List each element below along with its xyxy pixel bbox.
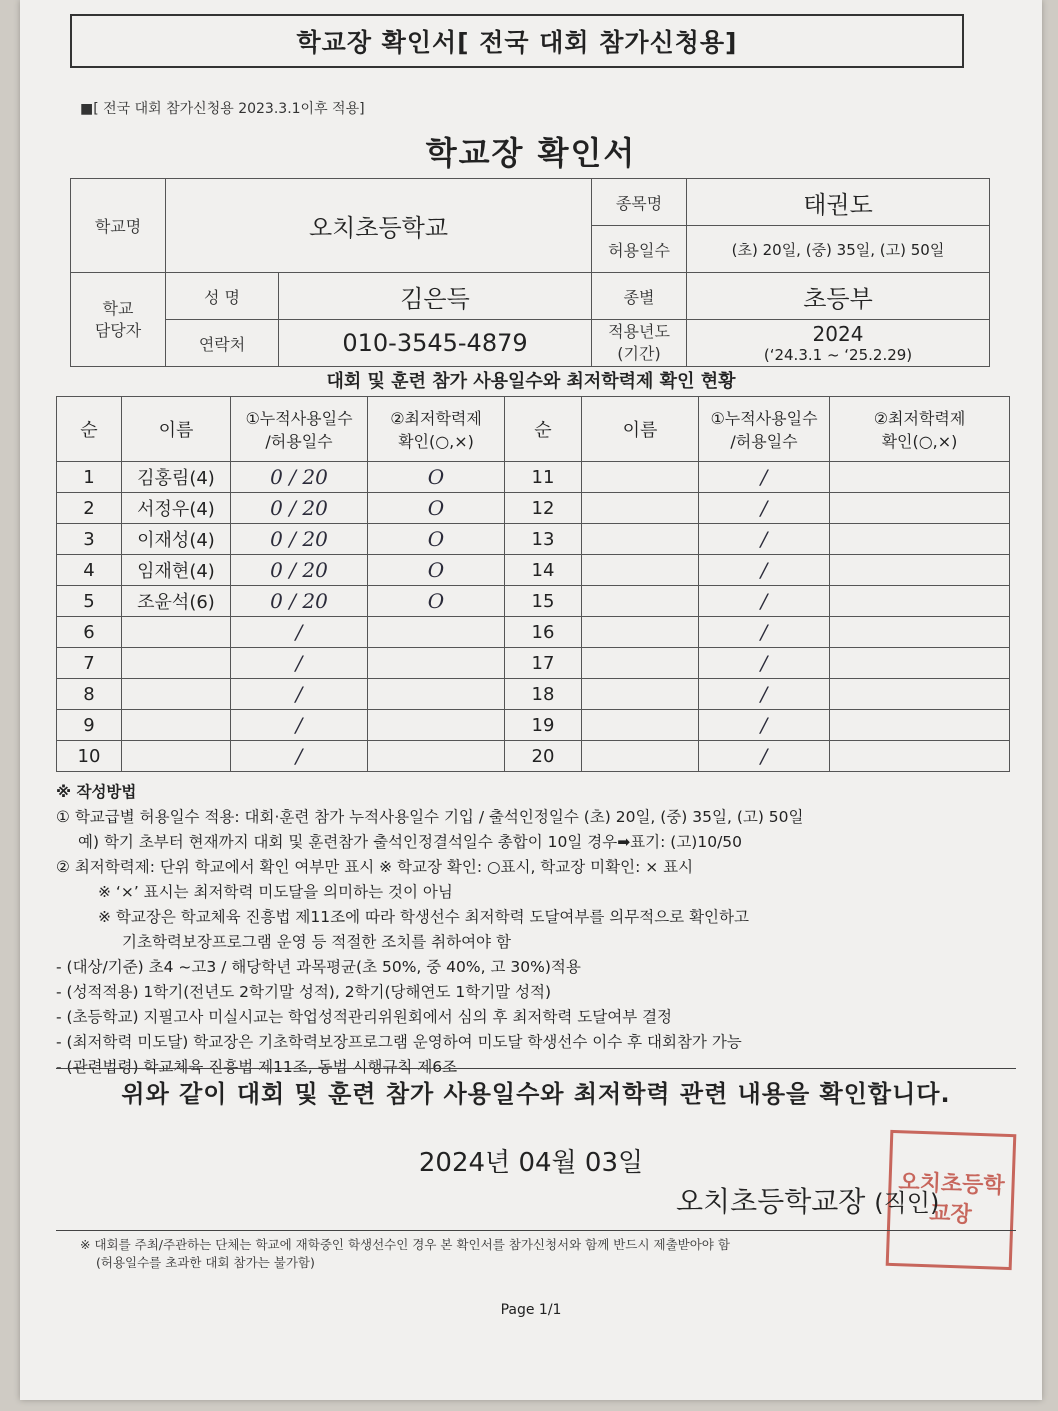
- divider: [56, 1068, 1016, 1069]
- table-row: [57, 524, 1010, 555]
- table-row: [57, 555, 1010, 586]
- page-number: Page 1/1: [500, 1302, 562, 1318]
- instruction-line: - (성적적용) 1학기(전년도 2학기말 성적), 2학기(당해연도 1학기말 성적): [56, 983, 552, 1001]
- row-check: O: [368, 555, 505, 586]
- document-page: [20, 0, 1042, 1400]
- footnote-line-1: ※ 대회를 주최/주관하는 단체는 학교에 재학중인 학생선수인 경우 본 확인서를 참가신청서와 함께 반드시 제출받아야 함: [80, 1237, 730, 1252]
- row-no: 4: [57, 555, 122, 586]
- row-no: 20: [505, 741, 582, 772]
- table-row: [57, 710, 1010, 741]
- row-days: /: [699, 617, 830, 648]
- row-days: /: [699, 741, 830, 772]
- row-check: O: [368, 524, 505, 555]
- row-name: [582, 555, 699, 586]
- row-name: [582, 741, 699, 772]
- row-check: [368, 648, 505, 679]
- allowed-days-value: (초) 20일, (중) 35일, (고) 50일: [687, 226, 990, 273]
- row-days: /: [231, 648, 368, 679]
- instruction-line: - (초등학교) 지필고사 미실시교는 학업성적관리위원회에서 심의 후 최저학력 도달여부 결정: [56, 1008, 673, 1026]
- category-value: 초등부: [687, 273, 990, 320]
- col-no-2: 순: [505, 397, 582, 462]
- col-check: ②최저학력제 확인(○,×): [368, 397, 505, 462]
- row-name: [582, 586, 699, 617]
- row-check: [830, 524, 1010, 555]
- row-name: [582, 679, 699, 710]
- row-days: /: [699, 710, 830, 741]
- footnote-line-2: (허용일수를 초과한 대회 참가는 불가함): [96, 1255, 315, 1270]
- header-title-box: 학교장 확인서[ 전국 대회 참가신청용]: [70, 14, 964, 68]
- row-days: /: [231, 617, 368, 648]
- school-name: 오치초등학교: [166, 179, 592, 273]
- row-no: 13: [505, 524, 582, 555]
- row-name: 서정우(4): [122, 493, 231, 524]
- row-name: 조윤석(6): [122, 586, 231, 617]
- row-no: 9: [57, 710, 122, 741]
- table-row: [57, 586, 1010, 617]
- sport-label: 종목명: [592, 179, 687, 226]
- row-check: [368, 741, 505, 772]
- seal-note: (직인): [874, 1189, 940, 1217]
- row-no: 8: [57, 679, 122, 710]
- row-days: 0 / 20: [231, 462, 368, 493]
- contact-label: 연락처: [166, 320, 279, 367]
- row-days: /: [699, 555, 830, 586]
- row-check: [830, 586, 1010, 617]
- category-label: 종별: [592, 273, 687, 320]
- row-days: /: [699, 462, 830, 493]
- instruction-line: ① 학교급별 허용일수 적용: 대회·훈련 참가 누적사용일수 기입 / 출석인정일수 (초) 20일, (중) 35일, (고) 50일: [56, 808, 804, 826]
- issue-date: 2024년 04월 03일: [418, 1148, 644, 1178]
- instruction-line: 예) 학기 초부터 현재까지 대회 및 훈련참가 출석인정결석일수 총합이 10일 경우➡표기: (고)10/50: [78, 833, 743, 851]
- row-check: O: [368, 493, 505, 524]
- row-check: [368, 679, 505, 710]
- instruction-line: 기초학력보장프로그램 운영 등 적절한 조치를 취하여야 함: [122, 933, 511, 951]
- row-name: [582, 493, 699, 524]
- manager-name-label: 성 명: [166, 273, 279, 320]
- row-name: 이재성(4): [122, 524, 231, 555]
- row-name: [582, 617, 699, 648]
- row-days: /: [231, 710, 368, 741]
- row-no: 3: [57, 524, 122, 555]
- row-name: [582, 524, 699, 555]
- row-no: 12: [505, 493, 582, 524]
- row-check: O: [368, 586, 505, 617]
- col-days-2: ①누적사용일수 /허용일수: [699, 397, 830, 462]
- instruction-line: ② 최저학력제: 단위 학교에서 확인 여부만 표시 ※ 학교장 확인: ○표시, 학교장 미확인: × 표시: [56, 858, 694, 876]
- table-row: [57, 679, 1010, 710]
- row-days: 0 / 20: [231, 586, 368, 617]
- year-cell: [687, 320, 990, 367]
- instruction-line: ※ 작성방법: [56, 783, 137, 801]
- row-check: [830, 648, 1010, 679]
- col-check-2: ②최저학력제 확인(○,×): [830, 397, 1010, 462]
- col-days: ①누적사용일수 /허용일수: [231, 397, 368, 462]
- row-no: 6: [57, 617, 122, 648]
- footnote: [80, 1236, 1020, 1272]
- row-name: [582, 710, 699, 741]
- manager-label: 학교 담당자: [71, 273, 166, 367]
- usage-table: [56, 396, 1010, 772]
- sub-note: ■[ 전국 대회 참가신청용 2023.3.1이후 적용]: [80, 101, 365, 117]
- instruction-line: - (관련법령) 학교체육 진흥법 제11조, 동법 시행규칙 제6조: [56, 1058, 458, 1076]
- row-name: 김홍림(4): [122, 462, 231, 493]
- row-days: /: [231, 741, 368, 772]
- row-no: 7: [57, 648, 122, 679]
- seal-text: 오치초등학교장: [897, 1170, 1006, 1228]
- row-check: [368, 710, 505, 741]
- instruction-line: - (최저학력 미도달) 학교장은 기초학력보장프로그램 운영하여 미도달 학생선수 이수 후 대회참가 가능: [56, 1033, 742, 1051]
- year-period: (‘24.3.1 ~ ‘25.2.29): [763, 346, 913, 364]
- instruction-line: - (대상/기준) 초4 ~고3 / 해당학년 과목평균(초 50%, 중 40%, 고 30%)적용: [56, 958, 581, 976]
- row-no: 19: [505, 710, 582, 741]
- row-check: [830, 710, 1010, 741]
- principal-name: 오치초등학교장: [676, 1185, 866, 1218]
- row-no: 15: [505, 586, 582, 617]
- instruction-line: ※ ‘×’ 표시는 최저학력 미도달을 의미하는 것이 아님: [98, 883, 453, 901]
- col-no: 순: [57, 397, 122, 462]
- row-no: 1: [57, 462, 122, 493]
- school-label: 학교명: [71, 179, 166, 273]
- instructions: [56, 780, 1016, 1080]
- row-name: 임재현(4): [122, 555, 231, 586]
- row-name: [582, 462, 699, 493]
- row-days: 0 / 20: [231, 493, 368, 524]
- row-name: [122, 710, 231, 741]
- table-row: [57, 493, 1010, 524]
- row-days: 0 / 20: [231, 524, 368, 555]
- row-check: [830, 679, 1010, 710]
- row-days: /: [699, 493, 830, 524]
- row-check: O: [368, 462, 505, 493]
- contact-value: 010-3545-4879: [279, 320, 592, 367]
- row-name: [122, 648, 231, 679]
- row-no: 10: [57, 741, 122, 772]
- row-days: 0 / 20: [231, 555, 368, 586]
- allowed-days-label: 허용일수: [592, 226, 687, 273]
- section-title: 대회 및 훈련 참가 사용일수와 최저학력제 확인 현황: [326, 371, 736, 392]
- divider: [56, 1230, 1016, 1231]
- info-table: [70, 178, 990, 367]
- row-check: [830, 555, 1010, 586]
- year-value: 2024: [812, 322, 864, 346]
- row-no: 17: [505, 648, 582, 679]
- row-name: [122, 741, 231, 772]
- year-label: 적용년도 (기간): [592, 320, 687, 367]
- row-days: /: [699, 524, 830, 555]
- row-name: [582, 648, 699, 679]
- row-days: /: [231, 679, 368, 710]
- col-name-2: 이름: [582, 397, 699, 462]
- sport-value: 태권도: [687, 179, 990, 226]
- row-no: 14: [505, 555, 582, 586]
- row-days: /: [699, 586, 830, 617]
- manager-name: 김은득: [279, 273, 592, 320]
- row-check: [368, 617, 505, 648]
- principal-signature-line: [676, 1180, 939, 1220]
- row-check: [830, 741, 1010, 772]
- table-row: [57, 741, 1010, 772]
- row-no: 2: [57, 493, 122, 524]
- row-no: 18: [505, 679, 582, 710]
- row-days: /: [699, 679, 830, 710]
- row-name: [122, 679, 231, 710]
- row-check: [830, 617, 1010, 648]
- row-no: 5: [57, 586, 122, 617]
- table-row: [57, 462, 1010, 493]
- table-row: [57, 648, 1010, 679]
- row-no: 16: [505, 617, 582, 648]
- row-check: [830, 462, 1010, 493]
- row-days: /: [699, 648, 830, 679]
- confirm-statement: 위와 같이 대회 및 훈련 참가 사용일수와 최저학력 관련 내용을 확인합니다.: [121, 1080, 951, 1108]
- row-no: 11: [505, 462, 582, 493]
- document-title: 학교장 확인서: [425, 134, 637, 172]
- instruction-line: ※ 학교장은 학교체육 진흥법 제11조에 따라 학생선수 최저학력 도달여부를 의무적으로 확인하고: [98, 908, 749, 926]
- row-name: [122, 617, 231, 648]
- col-name: 이름: [122, 397, 231, 462]
- table-row: [57, 617, 1010, 648]
- row-check: [830, 493, 1010, 524]
